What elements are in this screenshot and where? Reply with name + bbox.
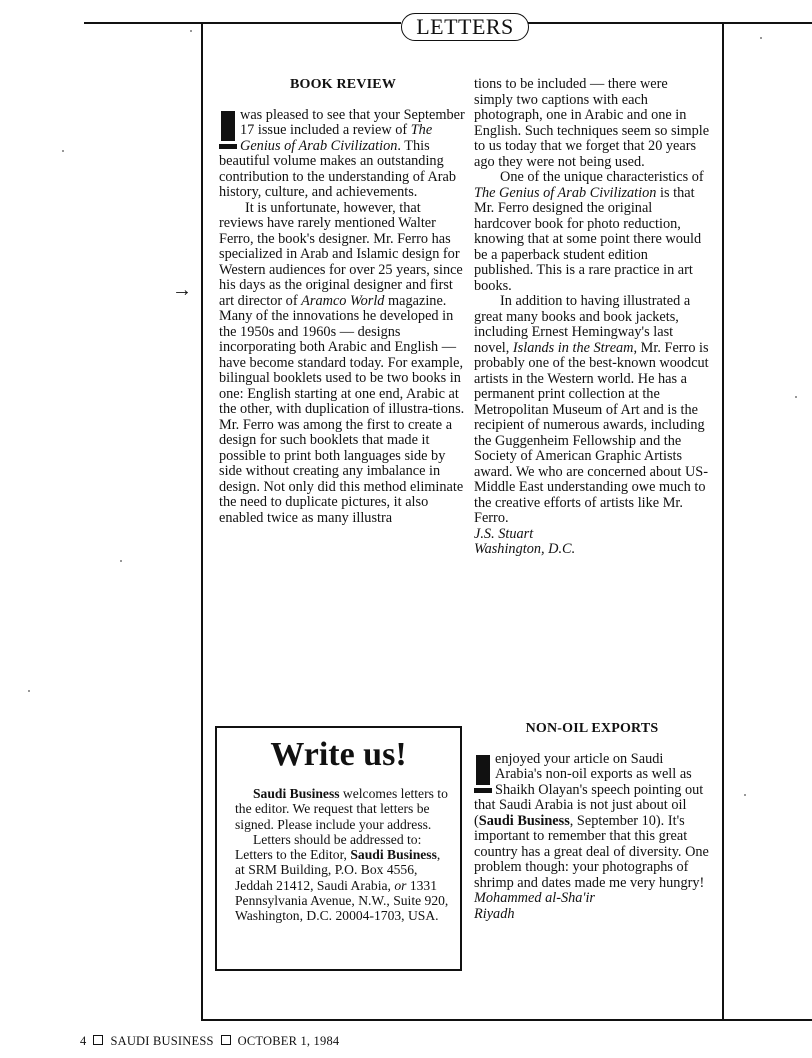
bottom-rule <box>201 1019 812 1021</box>
square-bullet-icon <box>93 1035 103 1045</box>
scan-speck <box>28 690 30 692</box>
book-review-paragraph-4: In addition to having illustrated a great many books and book jackets, including Ernest Hemingway's last novel, Islands in the Stream, Mr. Ferro is probably one of the best-known woodcut artists in the Western world. He has a permanent print collection at the Metropolitan Museum of Art and is the recipient of numerous awards, including the Guggenheim Fellowship and the Society of American Graphic Artists award. We who are concerned about US-Middle East understanding owe much to the creative efforts of artists like Mr. Ferro. <box>474 293 709 526</box>
book-review-paragraph-2-start: It is unfortunate, however, that reviews have rarely mentioned Walter Ferro, the book's designer. Mr. Ferro has specialized in Arab and Islamic design for Western audiences for over 25 years, since his days as the original designer and first art director of Aramco World magazine. Many of the innovations he developed in the 1950s and 1960s — designs incorporating both Arabic and English — have become standard today. For example, bilingual booklets used to be two books in one: English starting at one end, Arabic at the other, with duplication of illustra-tions. Mr. Ferro was among the first to create a design for such booklets that made it possible to print both languages side by side without creating any imbalance in design. Not only did this method eliminate the need to duplicate pictures, it also enabled twice as many illustra <box>219 199 465 526</box>
dropcap-i <box>219 111 237 149</box>
left-column-rule <box>201 24 203 1020</box>
book-review-heading: BOOK REVIEW <box>289 77 397 92</box>
write-us-paragraph-1: Saudi Business welcomes letters to the editor. We request that letters be signed. Please include your address. <box>235 786 448 832</box>
non-oil-signature-name: Mohammed al-Sha'ir <box>474 890 595 906</box>
non-oil-paragraph: enjoyed your article on Saudi Arabia's non-oil exports as well as Shaikh Olayan's speech pointing out that Saudi Arabia is not just about oil (Saudi Business, September 10). It's important to remember that this great country has a great deal of diversity. One problem though: your photographs of shrimp and dates made me very hungry! <box>474 750 709 891</box>
section-title: LETTERS <box>401 13 529 41</box>
scan-speck <box>795 396 797 398</box>
non-oil-heading: NON-OIL EXPORTS <box>525 721 659 736</box>
page-footer <box>80 1034 339 1049</box>
dropcap-i <box>474 755 492 793</box>
scan-speck <box>744 794 746 796</box>
book-review-paragraph-3: One of the unique characteristics of The Genius of Arab Civilization is that Mr. Ferro designed the original hardcover book for photo reduction, knowing that at some point there would be a paperback student edition published. This is a rare practice in art books. <box>474 169 704 294</box>
scan-speck <box>760 37 762 39</box>
book-review-paragraph-1: was pleased to see that your September 17 issue included a review of The Genius of Arab Civilization. This beautiful volume makes an outstanding contribution to the understanding of Arab history, culture, and achievements. <box>219 106 465 200</box>
footer-date: OCTOBER 1, 1984 <box>237 1034 340 1048</box>
book-review-signature-place: Washington, D.C. <box>474 541 576 557</box>
square-bullet-icon <box>221 1035 231 1045</box>
margin-arrow: → <box>172 279 192 301</box>
book-review-paragraph-2-continued: tions to be included — there were simply two captions with each photograph, one in Arabic and one in English. Such techniques seem so simple to us today that we forget that 20 years ago they were not being used. <box>474 76 710 170</box>
scan-speck <box>190 30 192 32</box>
top-rule-right <box>527 22 812 24</box>
write-us-title: Write us! <box>270 736 407 773</box>
scan-speck <box>62 150 64 152</box>
clipped-masthead-text <box>442 0 492 4</box>
book-review-column-right <box>474 77 710 558</box>
non-oil-exports-column <box>474 721 710 922</box>
book-review-signature-name: J.S. Stuart <box>474 525 534 542</box>
non-oil-signature-place: Riyadh <box>474 905 515 922</box>
scan-speck <box>120 560 122 562</box>
top-rule-left <box>84 22 401 24</box>
right-column-rule <box>722 24 724 1020</box>
footer-publication: SAUDI BUSINESS <box>110 1034 214 1048</box>
write-us-box <box>215 726 462 971</box>
write-us-paragraph-2: Letters should be addressed to: Letters to the Editor, Saudi Business, at SRM Building, P.O. Box 4556, Jeddah 21412, Saudi Arabia, or 1331 Pennsylvania Avenue, N.W., Suite 920, Washington, D.C. 20004-1703, USA. <box>235 831 449 924</box>
page-number: 4 <box>80 1034 87 1048</box>
book-review-column-left <box>219 77 467 526</box>
